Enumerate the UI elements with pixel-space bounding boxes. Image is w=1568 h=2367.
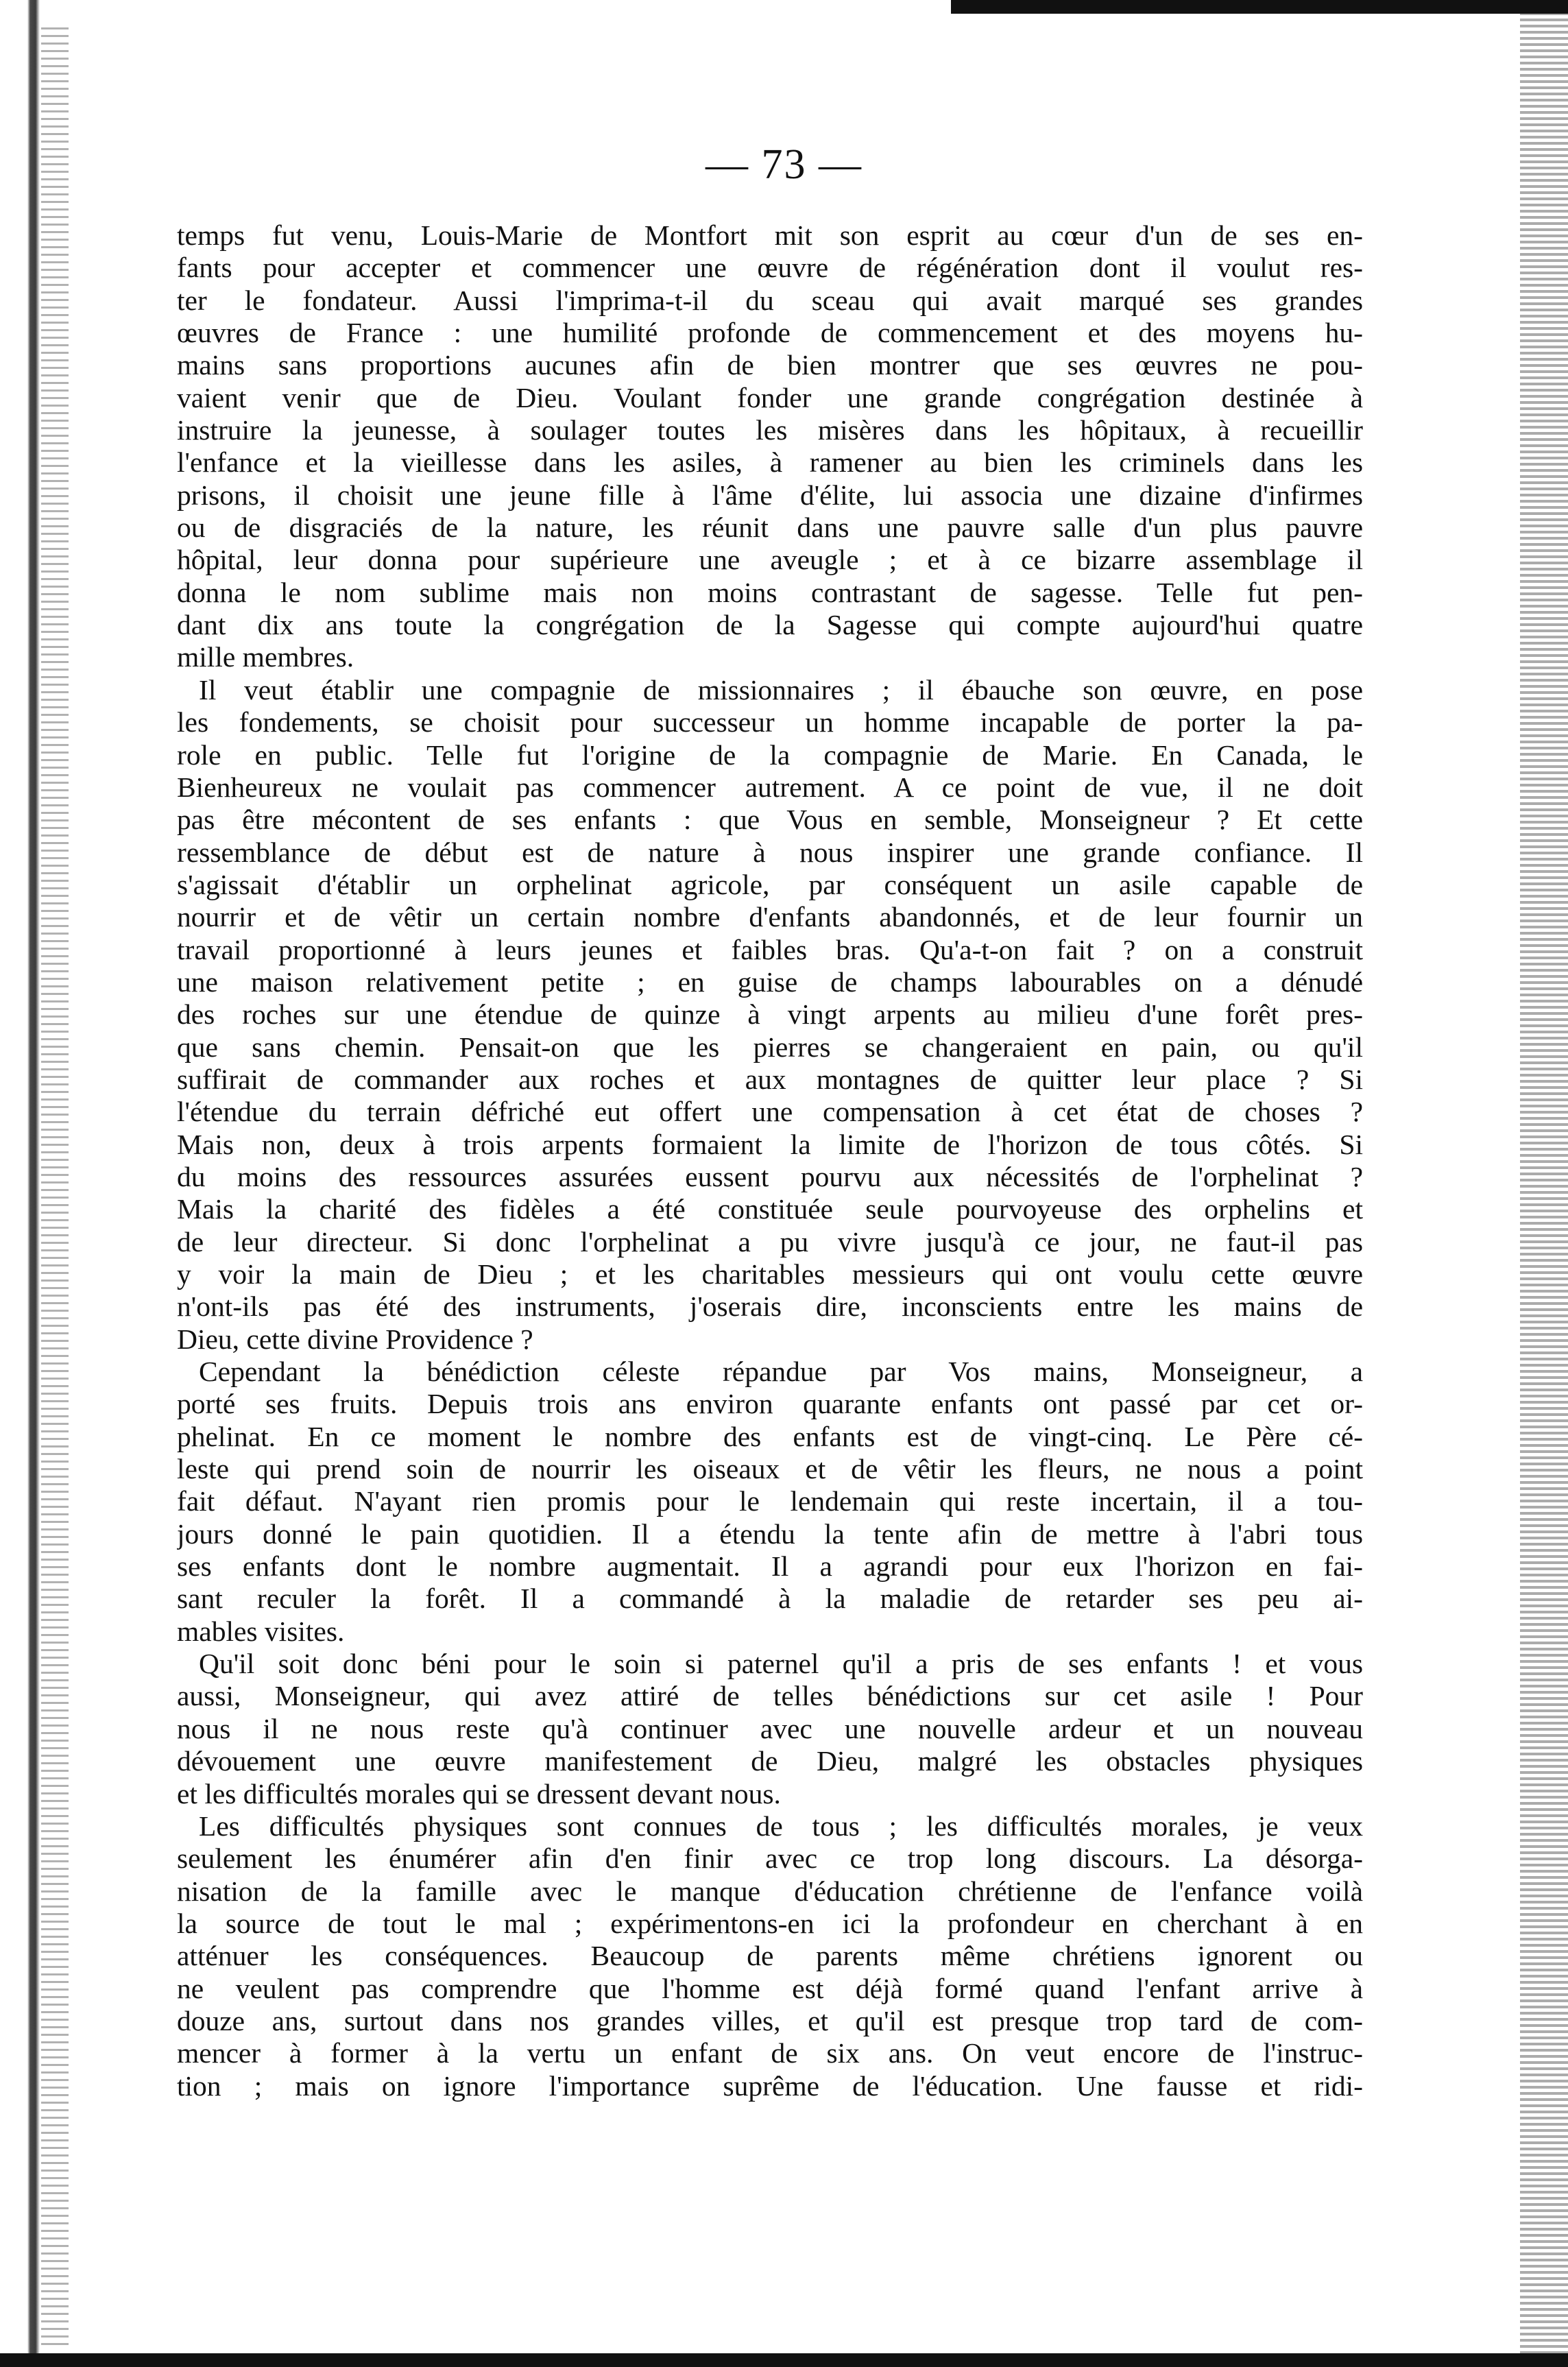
text-line: pas être mécontent de ses enfants : que Vous en semble, Monseigneur ? Et cette — [177, 804, 1363, 836]
text-line: une maison relativement petite ; en guise de champs labourables on a dénudé — [177, 965, 1363, 998]
text-line: Dieu, cette divine Providence ? — [177, 1323, 533, 1355]
text-line: leste qui prend soin de nourrir les oiseaux et de vêtir les fleurs, ne nous a point — [177, 1453, 1363, 1485]
text-line: aussi, Monseigneur, qui avez attiré de telles bénédictions sur cet asile ! Pour — [177, 1680, 1363, 1712]
scan-right-edge — [1520, 0, 1568, 2367]
text-line: Il veut établir une compagnie de missionnaires ; il ébauche son œuvre, en pose — [199, 673, 1363, 706]
text-line: seulement les énumérer afin d'en finir avec ce trop long discours. La désorga- — [177, 1842, 1363, 1875]
text-line: mables visites. — [177, 1615, 345, 1647]
text-line: phelinat. En ce moment le nombre des enfants est de vingt-cinq. Le Père cé- — [177, 1420, 1363, 1452]
text-line: des roches sur une étendue de quinze à vingt arpents au milieu d'une forêt pres- — [177, 998, 1363, 1031]
text-line: atténuer les conséquences. Beaucoup de parents même chrétiens ignorent ou — [177, 1940, 1363, 1972]
text-line: fants pour accepter et commencer une œuvre de régénération dont il voulut res- — [177, 252, 1363, 284]
text-line: prisons, il choisit une jeune fille à l'âme d'élite, lui associa une dizaine d'infirmes — [177, 479, 1363, 511]
text-line: ou de disgraciés de la nature, les réunit dans une pauvre salle d'un plus pauvre — [177, 512, 1363, 544]
body-text — [177, 219, 1363, 2102]
text-line: Mais non, deux à trois arpents formaient la limite de l'horizon de tous côtés. Si — [177, 1128, 1363, 1160]
text-line: la source de tout le mal ; expérimentons-en ici la profondeur en cherchant à en — [177, 1907, 1363, 1939]
text-line: y voir la main de Dieu ; et les charitables messieurs qui ont voulu cette œuvre — [177, 1258, 1363, 1290]
text-line: role en public. Telle fut l'origine de la compagnie de Marie. En Canada, le — [177, 738, 1363, 771]
text-line: nourrir et de vêtir un certain nombre d'enfants abandonnés, et de leur fournir un — [177, 901, 1363, 933]
text-line: donna le nom sublime mais non moins contrastant de sagesse. Telle fut pen- — [177, 576, 1363, 608]
text-line: l'enfance et la vieillesse dans les asiles, à ramener au bien les criminels dans les — [177, 446, 1363, 479]
text-line: que sans chemin. Pensait-on que les pierres se changeraient en pain, ou qu'il — [177, 1031, 1363, 1063]
text-line: Qu'il soit donc béni pour le soin si paternel qu'il a pris de ses enfants ! et vous — [199, 1648, 1363, 1680]
text-line: travail proportionné à leurs jeunes et faibles bras. Qu'a-t-on fait ? on a construit — [177, 933, 1363, 965]
text-line: dant dix ans toute la congrégation de la Sagesse qui compte aujourd'hui quatre — [177, 609, 1363, 641]
text-line: jours donné le pain quotidien. Il a étendu la tente afin de mettre à l'abri tous — [177, 1517, 1363, 1550]
text-line: Bienheureux ne voulait pas commencer autrement. A ce point de vue, il ne doit — [177, 771, 1363, 803]
text-line: œuvres de France : une humilité profonde de commencement et des moyens hu- — [177, 317, 1363, 349]
text-line: tion ; mais on ignore l'importance suprême de l'éducation. Une fausse et ridi- — [177, 2069, 1363, 2102]
text-line: ses enfants dont le nombre augmentait. Il a agrandi pour eux l'horizon en fai- — [177, 1550, 1363, 1583]
scan-bottom-edge — [0, 2353, 1568, 2367]
text-line: Mais la charité des fidèles a été constituée seule pourvoyeuse des orphelins et — [177, 1193, 1363, 1225]
text-line: douze ans, surtout dans nos grandes villes, et qu'il est presque trop tard de com- — [177, 2004, 1363, 2036]
text-line: porté ses fruits. Depuis trois ans environ quarante enfants ont passé par cet or- — [177, 1388, 1363, 1420]
text-line: Cependant la bénédiction céleste répandue par Vos mains, Monseigneur, a — [199, 1356, 1363, 1388]
text-line: suffirait de commander aux roches et aux montagnes de quitter leur place ? Si — [177, 1063, 1363, 1095]
text-line: ressemblance de début est de nature à nous inspirer une grande confiance. Il — [177, 836, 1363, 868]
text-line: dévouement une œuvre manifestement de Dieu, malgré les obstacles physiques — [177, 1745, 1363, 1777]
text-line: mencer à former à la vertu un enfant de six ans. On veut encore de l'instruc- — [177, 2037, 1363, 2069]
text-line: s'agissait d'établir un orphelinat agricole, par conséquent un asile capable de — [177, 868, 1363, 900]
text-line: et les difficultés morales qui se dressent devant nous. — [177, 1777, 781, 1810]
text-line: instruire la jeunesse, à soulager toutes les misères dans les hôpitaux, à recueillir — [177, 414, 1363, 446]
text-line: n'ont-ils pas été des instruments, j'oserais dire, inconscients entre les mains de — [177, 1290, 1363, 1323]
text-line: l'étendue du terrain défriché eut offert une compensation à cet état de choses ? — [177, 1096, 1363, 1128]
scan-left-speckle — [41, 27, 69, 2345]
text-line: fait défaut. N'ayant rien promis pour le lendemain qui reste incertain, il a tou- — [177, 1485, 1363, 1517]
text-line: mille membres. — [177, 641, 354, 673]
text-line: les fondements, se choisit pour successeur un homme incapable de porter la pa- — [177, 706, 1363, 738]
page-number: — 73 — — [705, 141, 863, 188]
text-line: hôpital, leur donna pour supérieure une aveugle ; et à ce bizarre assemblage il — [177, 544, 1363, 576]
text-line: Les difficultés physiques sont connues de tous ; les difficultés morales, je veux — [199, 1810, 1363, 1842]
scan-top-edge — [951, 0, 1568, 14]
text-line: nisation de la famille avec le manque d'éducation chrétienne de l'enfance voilà — [177, 1875, 1363, 1907]
text-line: temps fut venu, Louis-Marie de Montfort mit son esprit au cœur d'un de ses en- — [177, 219, 1363, 251]
text-line: sant reculer la forêt. Il a commandé à la maladie de retarder ses peu ai- — [177, 1583, 1363, 1615]
text-line: de leur directeur. Si donc l'orphelinat a pu vivre jusqu'à ce jour, ne faut-il pas — [177, 1225, 1363, 1258]
text-line: vaient venir que de Dieu. Voulant fonder une grande congrégation destinée à — [177, 381, 1363, 413]
text-line: mains sans proportions aucunes afin de bien montrer que ses œuvres ne pou- — [177, 349, 1363, 381]
text-line: ter le fondateur. Aussi l'imprima-t-il du sceau qui avait marqué ses grandes — [177, 284, 1363, 316]
text-line: ne veulent pas comprendre que l'homme est déjà formé quand l'enfant arrive à — [177, 1972, 1363, 2004]
text-line: du moins des ressources assurées eussent pourvu aux nécessités de l'orphelinat ? — [177, 1160, 1363, 1192]
text-line: nous il ne nous reste qu'à continuer avec une nouvelle ardeur et un nouveau — [177, 1712, 1363, 1744]
